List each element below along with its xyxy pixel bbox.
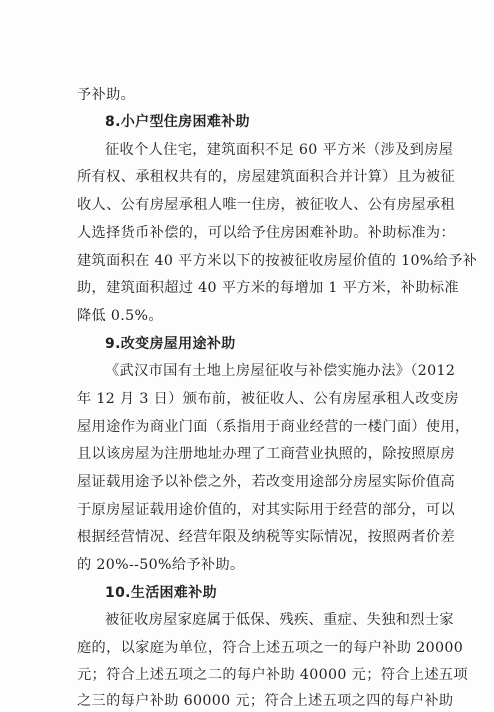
text-line: 屋证载用途予以补偿之外，若改变用途部分房屋实际价值高 bbox=[77, 474, 455, 490]
text-line: 根据经营情况、经营年限及纳税等实际情况，按照两者价差 bbox=[77, 529, 455, 545]
text-line: 年 12 月 3 日）颁布前，被征收人、公有房屋承租人改变房 bbox=[77, 391, 459, 407]
text-line: 予补助。 bbox=[77, 87, 136, 103]
text-line: 被征收房屋家庭属于低保、残疾、重症、失独和烈士家 bbox=[105, 612, 454, 628]
section-heading-8: 8.小户型住房困难补助 bbox=[105, 114, 250, 130]
text-line: 收人、公有房屋承租人唯一住房，被征收人、公有房屋承租 bbox=[77, 197, 455, 213]
text-line: 元；符合上述五项之二的每户补助 40000 元；符合上述五项 bbox=[77, 667, 468, 683]
text-line: 之三的每户补助 60000 元；符合上述五项之四的每户补助 bbox=[77, 693, 454, 709]
text-line: 屋用途作为商业门面（系指用于商业经营的一楼门面）使用， bbox=[77, 419, 470, 435]
text-line: 且以该房屋为注册地址办理了工商营业执照的，除按照原房 bbox=[77, 446, 455, 462]
text-line: 人选择货币补偿的，可以给予住房困难补助。补助标准为： bbox=[77, 225, 455, 241]
text-line: 降低 0.5%。 bbox=[77, 308, 163, 324]
text-line: 助，建筑面积超过 40 平方米的每增加 1 平方米，补助标准 bbox=[77, 280, 459, 296]
section-heading-10: 10.生活困难补助 bbox=[105, 585, 217, 601]
text-line: 庭的，以家庭为单位，符合上述五项之一的每户补助 20000 bbox=[77, 640, 464, 656]
text-line: 的 20%--50%给予补助。 bbox=[77, 557, 245, 573]
text-line: 建筑面积在 40 平方米以下的按被征收房屋价值的 10%给予补 bbox=[77, 253, 478, 269]
text-line: 于原房屋证载用途价值的，对其实际用于经营的部分，可以 bbox=[77, 502, 455, 518]
section-heading-9: 9.改变房屋用途补助 bbox=[105, 336, 236, 352]
text-line: 征收个人住宅，建筑面积不足 60 平方米（涉及到房屋 bbox=[105, 142, 454, 158]
text-line: 《武汉市国有土地上房屋征收与补偿实施办法》（2012 bbox=[105, 363, 456, 379]
text-line: 所有权、承租权共有的，房屋建筑面积合并计算）且为被征 bbox=[77, 169, 455, 185]
